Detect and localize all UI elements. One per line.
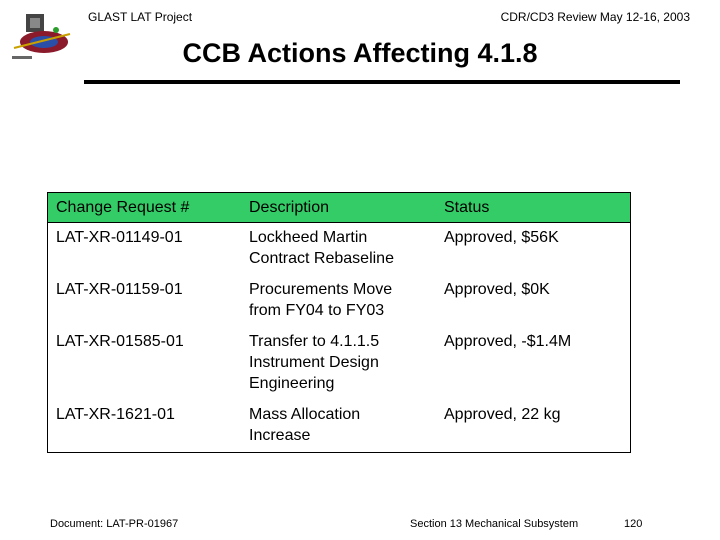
status-cell: Approved, -$1.4M [436, 327, 631, 400]
status-cell: Approved, 22 kg [436, 400, 631, 453]
change-request-id: LAT-XR-01585-01 [48, 327, 242, 400]
change-request-id: LAT-XR-01149-01 [48, 223, 242, 276]
project-name: GLAST LAT Project [88, 10, 193, 24]
review-name: CDR/CD3 Review May 12-16, 2003 [500, 10, 690, 24]
ccb-actions-table [47, 192, 631, 453]
column-header: Status [436, 193, 631, 223]
description-line: Contract Rebaseline [249, 250, 394, 267]
description-line: Mass Allocation [249, 406, 361, 423]
description-cell [241, 275, 436, 327]
status-cell: Approved, $0K [436, 275, 631, 327]
page-title: CCB Actions Affecting 4.1.8 [182, 38, 538, 68]
table-row [48, 400, 631, 453]
description-line: from FY04 to FY03 [249, 302, 385, 319]
table-row [48, 327, 631, 400]
page-number: 120 [624, 518, 643, 530]
description-line: Transfer to 4.1.1.5 [249, 333, 380, 350]
description-line: Increase [249, 427, 311, 444]
title-divider [84, 80, 680, 84]
description-cell [241, 327, 436, 400]
column-header: Description [241, 193, 436, 223]
table-header-row [48, 193, 631, 223]
status-cell: Approved, $56K [436, 223, 631, 276]
document-number: Document: LAT-PR-01967 [50, 518, 179, 530]
description-cell [241, 400, 436, 453]
change-request-id: LAT-XR-1621-01 [48, 400, 242, 453]
section-label: Section 13 Mechanical Subsystem [410, 518, 579, 530]
description-line: Procurements Move [249, 281, 393, 298]
description-line: Lockheed Martin [249, 229, 368, 246]
change-request-id: LAT-XR-01159-01 [48, 275, 242, 327]
table-row [48, 223, 631, 276]
description-line: Engineering [249, 375, 335, 392]
table-row [48, 275, 631, 327]
description-cell [241, 223, 436, 276]
column-header: Change Request # [48, 193, 242, 223]
description-line: Instrument Design [249, 354, 379, 371]
